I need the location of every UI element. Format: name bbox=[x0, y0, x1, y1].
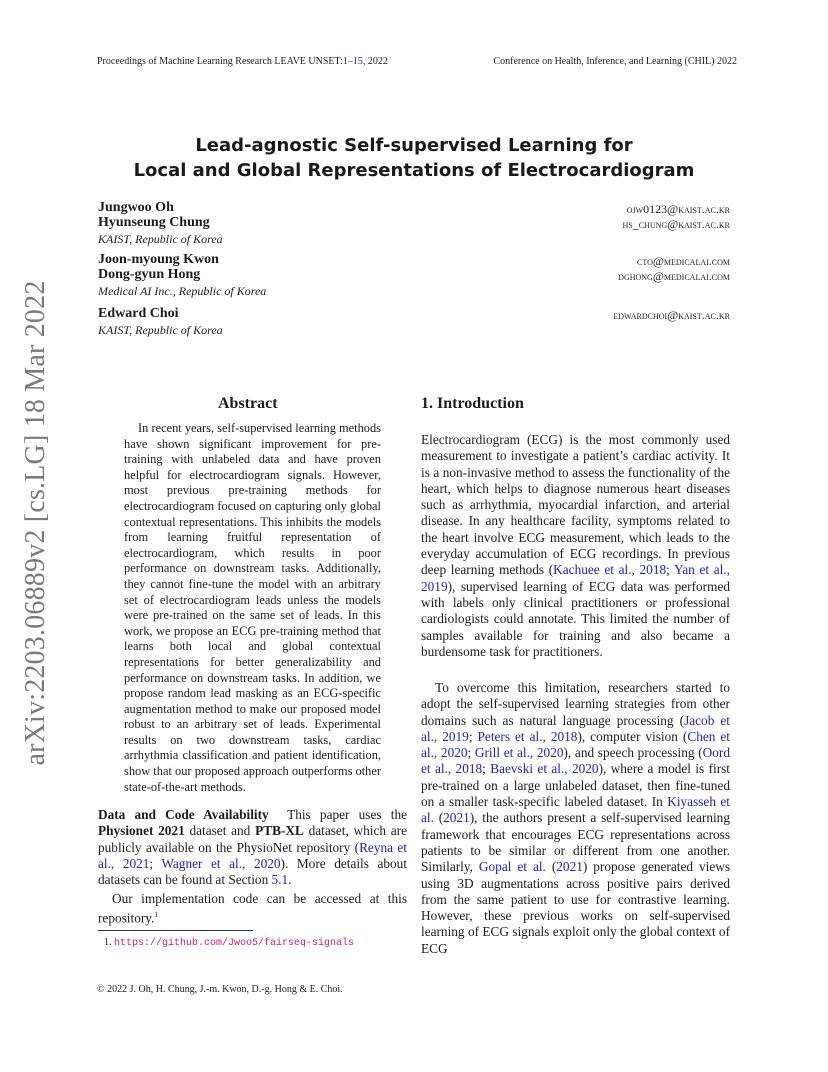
citation-link[interactable]: Chen et al., 2020 bbox=[421, 728, 730, 761]
citation-link[interactable]: Reyna et al., 2021 bbox=[98, 839, 407, 871]
author-email: hs_chung@kaist.ac.kr bbox=[622, 217, 730, 231]
author-affiliation: Medical AI Inc., Republic of Korea bbox=[98, 284, 267, 298]
author-name: Edward Choi bbox=[98, 306, 179, 321]
paper-title bbox=[0, 133, 828, 183]
author-email: cto@medicalai.com bbox=[636, 254, 730, 268]
citation-link[interactable]: Oord et al., 2018 bbox=[421, 745, 730, 777]
citation-link[interactable]: Jacob et al., 2019 bbox=[421, 712, 730, 744]
author-affiliation: KAIST, Republic of Korea bbox=[98, 232, 223, 246]
dataset-physionet: Physionet 2021 bbox=[98, 823, 185, 839]
citation-link[interactable]: Kiyasseh et al. bbox=[421, 794, 730, 826]
citation-link[interactable]: Peters et al., 2018 bbox=[477, 728, 578, 744]
citation-link[interactable]: Wagner et al., 2020 bbox=[161, 855, 281, 871]
author-name: Hyunseung Chung bbox=[98, 215, 210, 230]
arxiv-stamp bbox=[16, 280, 56, 766]
author-email: edwardchoi@kaist.ac.kr bbox=[613, 308, 730, 322]
citation-link[interactable]: Baevski et al., 2020 bbox=[490, 761, 599, 777]
abstract-heading: Abstract bbox=[218, 395, 278, 412]
arxiv-id: arXiv:2203.06889v2 [cs.LG] 18 Mar 2022 bbox=[20, 280, 51, 766]
citation-link[interactable]: 2021 bbox=[443, 810, 470, 826]
data-availability-paragraph: Data and Code Availability This paper uses the Physionet 2021 dataset and PTB-XL dataset, which are publicly available on the PhysioNet repository (Reyna et al., 2021; Wagner et al., 2020). More details about datasets can be found at Section 5.1. bbox=[98, 807, 408, 888]
title-line-2: Local and Global Representations of Electrocardiogram bbox=[133, 160, 695, 181]
conference-name: Conference on Health, Inference, and Learning (CHIL) 2022 bbox=[493, 56, 737, 67]
citation-link[interactable]: 2021 bbox=[556, 859, 583, 875]
availability-heading: Data and Code Availability bbox=[98, 807, 269, 822]
author-affiliation: KAIST, Republic of Korea bbox=[98, 323, 223, 337]
section-link[interactable]: 5.1 bbox=[271, 872, 289, 888]
citation-link[interactable]: Yan et al., 2019 bbox=[421, 562, 730, 594]
author-name: Joon-myoung Kwon bbox=[98, 252, 219, 267]
author-name: Dong-gyun Hong bbox=[98, 267, 201, 282]
repository-link[interactable]: https://github.com/Jwoo5/fairseq-signals bbox=[114, 938, 355, 949]
footnote-divider bbox=[98, 930, 253, 931]
author-email: dghong@medicalai.com bbox=[618, 269, 730, 283]
copyright-line: © 2022 J. Oh, H. Chung, J.-m. Kwon, D.-g. Hong & E. Choi. bbox=[97, 984, 343, 995]
title-line-1: Lead-agnostic Self-supervised Learning for bbox=[195, 135, 633, 156]
footnote-marker[interactable]: 1 bbox=[154, 910, 159, 920]
proceedings-line: Proceedings of Machine Learning Research LEAVE UNSET:1–15, 2022 bbox=[97, 56, 388, 67]
intro-paragraph-1: Electrocardiogram (ECG) is the most commonly used measurement to investigate a patient’s cardiac activity. It is a non-invasive method to assess the functionality of the heart, which helps to diagnose numerous heart diseases such as arrhythmia, myocardial infarction, and arterial disease. In any healthcare facility, symptoms related to the heart involve ECG measurement, which leads to the everyday accumulation of ECG recordings. In previous deep learning methods (Kachuee et al., 2018; Yan et al., 2019), supervised learning of ECG data was performed with labels only clinical practitioners or professional cardiologists could annotate. This limited the number of samples available for training and also became a burdensome task for practitioners. bbox=[421, 432, 730, 659]
introduction-heading: 1. Introduction bbox=[421, 395, 524, 412]
citation-link[interactable]: Gopal et al. bbox=[478, 859, 546, 875]
page-range-link[interactable]: 1–15 bbox=[342, 56, 363, 67]
dataset-ptbxl: PTB-XL bbox=[255, 823, 304, 839]
footnote-number: 1. bbox=[104, 937, 112, 948]
footnote bbox=[104, 937, 354, 949]
citation-link[interactable]: Grill et al., 2020 bbox=[474, 745, 564, 761]
author-email: ojw0123@kaist.ac.kr bbox=[626, 202, 730, 216]
code-availability-paragraph: Our implementation code can be accessed at this repository.$^1$ bbox=[98, 891, 407, 926]
abstract-text: In recent years, self-supervised learning methods have shown significant improvement for pre-training with unlabeled data and have proven helpful for electrocardiogram signals. However, most previous pre-training methods for electrocardiogram focused on capturing only global contextual representations. This inhibits the models from learning fruitful representation of electrocardiogram, which results in poor performance on downstream tasks. Additionally, they cannot fine-tune the model with an arbitrary set of electrocardiogram leads unless the models were pre-trained on the same set of leads. In this work, we propose an ECG pre-training method that learns both local and global contextual representations for better generalizability and performance on downstream tasks. In addition, we propose random lead masking as an ECG-specific augmentation method to make our proposed model robust to an arbitrary set of leads. Experimental results on two downstream tasks, cardiac arrhythmia classification and patient identification, show that our proposed approach outperforms other state-of-the-art methods. bbox=[124, 421, 381, 794]
author-name: Jungwoo Oh bbox=[98, 200, 174, 215]
intro-paragraph-2: To overcome this limitation, researchers started to adopt the self-supervised learning strategies from other domains such as natural language processing (Jacob et al., 2019; Peters et al., 2018), computer vision (Chen et al., 2020; Grill et al., 2020), and speech processing (Oord et al., 2018; Baevski et al., 2020), where a model is first pre-trained on a large unlabeled dataset, then fine-tuned on a smaller task-specific labeled dataset. In Kiyasseh et al. (2021), the authors present a self-supervised learning framework that encourages ECG representations across patients to be similar or different from one another. Similarly, Gopal et al. (2021) propose generated views using 3D augmentations across positive pairs derived from the same patient to use for contrastive learning. However, these previous works on self-supervised learning of ECG signals exploit only the global context of ECG bbox=[421, 680, 730, 956]
citation-link[interactable]: Kachuee et al., 2018 bbox=[553, 562, 667, 578]
